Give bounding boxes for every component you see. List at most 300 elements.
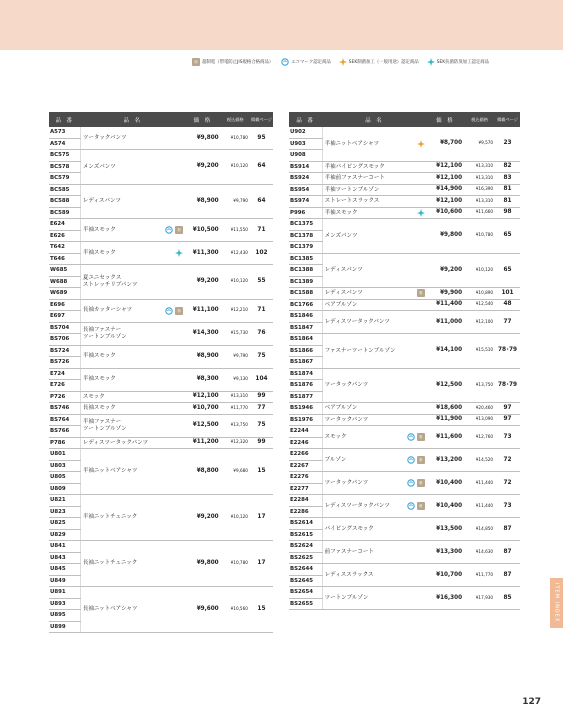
item-name-cell [80,403,185,415]
item-name-cell [322,288,427,300]
item-code: BC585 [49,184,80,196]
seido-badge-icon: 制 [417,479,425,487]
item-name-cell [322,368,427,403]
item-icons [417,140,425,148]
item-code: U903 [289,138,322,150]
item-code: BC575 [49,150,80,162]
table-row [289,403,520,415]
item-code: U823 [49,506,80,518]
sek-kokin-icon [417,209,425,217]
top-color-band [0,0,563,50]
item-page: 71 [250,299,273,322]
item-page: 85 [495,587,520,610]
item-code: BS2615 [289,529,322,541]
item-index-side-tab[interactable]: ITEM INDEX [550,578,563,628]
item-price: ¥11,300 [185,242,221,265]
item-name-cell [80,449,185,495]
item-code: BC1375 [289,219,322,231]
item-page: 77 [495,311,520,334]
item-code: BS706 [49,334,80,346]
item-price: ¥9,800 [185,541,221,587]
legend-label: SEK抗菌防臭加工認定商品 [436,60,490,65]
item-name-cell [80,437,185,449]
ecomark-icon [407,479,415,487]
table-row [289,334,520,346]
item-code: BS2655 [289,598,322,610]
item-price: ¥9,200 [185,495,221,541]
item-icons [407,479,425,487]
item-page: 23 [495,127,520,161]
item-code: BS2614 [289,518,322,530]
item-code: U908 [289,150,322,162]
item-code: BS2624 [289,541,322,553]
item-page: 64 [250,184,273,219]
item-index-table-right [289,112,520,610]
item-code: BS1867 [289,357,322,369]
item-page: 87 [495,518,520,541]
item-code: U845 [49,564,80,576]
item-page: 99 [250,437,273,449]
table-row [289,253,520,265]
item-name: パイピングスモック [324,525,374,532]
item-code: A574 [49,138,80,150]
item-code: E696 [49,299,80,311]
item-page: 87 [495,564,520,587]
item-name: メンズパンツ [82,163,116,170]
item-code: BS1847 [289,322,322,334]
item-page: 82 [495,161,520,173]
table-row [289,518,520,530]
item-price: ¥11,900 [427,414,464,426]
item-name: ツータックパンツ [82,134,127,141]
item-price: ¥10,700 [427,564,464,587]
item-page: 71 [250,219,273,242]
item-code: U801 [49,449,80,461]
item-tax-price: ¥10,780 [221,127,250,150]
item-price: ¥10,500 [185,219,221,242]
item-price: ¥9,600 [185,587,221,633]
header-tax: 税込価格 [221,112,250,127]
item-name: ツートンブルゾン [324,594,369,601]
item-tax-price: ¥12,760 [464,426,495,449]
item-code: E2267 [289,460,322,472]
item-tax-price: ¥10,120 [221,150,250,185]
ecomark-icon [407,456,415,464]
item-tax-price: ¥12,320 [221,437,250,449]
item-price: ¥16,300 [427,587,464,610]
item-name-cell [322,472,427,495]
item-code: P726 [49,391,80,403]
item-price: ¥13,300 [427,541,464,564]
item-code: BC579 [49,173,80,185]
item-code: U825 [49,518,80,530]
item-tax-price: ¥12,430 [221,242,250,265]
item-code: BS924 [289,173,322,185]
item-name-cell [322,426,427,449]
table-row [49,219,273,231]
item-page: 65 [495,253,520,288]
table-row [49,403,273,415]
item-tax-price: ¥10,890 [464,288,495,300]
item-code: U893 [49,598,80,610]
seido-badge-icon: 制 [417,502,425,510]
item-code: T646 [49,253,80,265]
table-row [289,219,520,231]
item-code: E2277 [289,483,322,495]
legend-item-sek-ippan [339,58,419,66]
item-name-cell [322,541,427,564]
item-name-cell [80,265,185,300]
item-price: ¥12,100 [427,173,464,185]
item-name: ツータックパンツ [324,416,369,423]
item-tax-price: ¥10,120 [464,253,495,288]
item-page: 15 [250,587,273,633]
item-tax-price: ¥10,780 [464,219,495,254]
item-tax-price: ¥14,630 [464,541,495,564]
item-page: 97 [495,403,520,415]
item-name: 長袖ニットチュニック [82,560,138,567]
header-code: 品 番 [289,112,322,127]
table-row [289,161,520,173]
item-tax-price: ¥13,310 [464,161,495,173]
item-code: W689 [49,288,80,300]
item-code: BS726 [49,357,80,369]
item-page: 75 [250,414,273,437]
item-code: BS1874 [289,368,322,380]
item-page: 81 [495,196,520,208]
header-name: 品 名 [322,112,427,127]
icon-legend [192,58,489,66]
legend-label: SEK制菌加工（一般用途）認定商品 [348,60,419,65]
item-tax-price: ¥13,750 [464,368,495,403]
item-tax-price: ¥15,730 [221,322,250,345]
item-name: 長袖ニットベアシャツ [82,606,138,613]
table-row [289,173,520,185]
item-name-cell [322,518,427,541]
item-name: レディスパンツ [324,290,363,297]
item-price: ¥9,200 [185,265,221,300]
item-code: E2246 [289,437,322,449]
item-name: 半袖ファスナー ツートンブルゾン [82,419,127,432]
item-icons [407,502,425,510]
item-code: BS954 [289,184,322,196]
table-row [49,541,273,553]
item-page: 65 [495,219,520,254]
item-price: ¥9,200 [185,150,221,185]
item-price: ¥12,100 [427,196,464,208]
item-name: 半袖スモック [82,226,116,233]
item-code: E2276 [289,472,322,484]
item-price: ¥12,100 [185,391,221,403]
item-name: 長袖カッターシャツ [82,307,133,314]
item-code: BS1846 [289,311,322,323]
item-index-table-left [49,112,273,633]
item-price: ¥8,800 [185,449,221,495]
item-name: ブルゾン [324,456,347,463]
item-code: E2244 [289,426,322,438]
item-name-cell [322,253,427,288]
item-name: レディスツータックパンツ [82,439,149,446]
item-tax-price: ¥20,460 [464,403,495,415]
item-code: E697 [49,311,80,323]
table-row [49,437,273,449]
item-code: BS704 [49,322,80,334]
item-price: ¥9,200 [427,253,464,288]
table-row [289,311,520,323]
item-price: ¥14,300 [185,322,221,345]
item-tax-price: ¥10,780 [221,541,250,587]
table-row [49,265,273,277]
item-code: P996 [289,207,322,219]
item-price: ¥8,300 [185,368,221,391]
legend-item-seido [192,58,273,66]
item-code: W688 [49,276,80,288]
item-name: 夏ユニセックス ストレッチリブパンツ [82,275,138,288]
header-tax: 税込価格 [464,112,495,127]
item-code: BC1588 [289,288,322,300]
header-page: 掲載ページ [250,112,273,127]
item-name: ベアブルゾン [324,405,358,412]
item-code: U805 [49,472,80,484]
seido-badge-icon: 制 [417,433,425,441]
header-price: 価 格 [185,112,221,127]
item-name-cell [80,150,185,185]
item-page: 17 [250,495,273,541]
item-page: 104 [250,368,273,391]
item-tax-price: ¥10,560 [221,587,250,633]
item-code: BS974 [289,196,322,208]
item-code: U809 [49,483,80,495]
item-name-cell [80,345,185,368]
item-price: ¥8,900 [185,184,221,219]
item-name-cell [80,495,185,541]
item-icons [165,307,183,315]
item-code: BS764 [49,414,80,426]
table-row [49,184,273,196]
item-code: BS2644 [289,564,322,576]
table-row [289,184,520,196]
table-row [289,564,520,576]
item-icons [417,289,425,297]
table-row [49,368,273,380]
item-name: ストレートスラックス [324,198,380,205]
table-row [49,449,273,461]
item-page: 95 [250,127,273,150]
item-name-cell [80,184,185,219]
item-page: 83 [495,173,520,185]
table-row [49,150,273,162]
item-name-cell [322,184,427,196]
header-name: 品 名 [80,112,185,127]
item-price: ¥9,800 [427,219,464,254]
table-row [289,449,520,461]
item-page: 78･79 [495,368,520,403]
item-price: ¥11,600 [427,426,464,449]
table-row [289,587,520,599]
item-code: BC1379 [289,242,322,254]
item-tax-price: ¥14,520 [464,449,495,472]
header-page: 掲載ページ [495,112,520,127]
item-code: BS1976 [289,414,322,426]
table-row [49,299,273,311]
item-tax-price: ¥9,130 [221,368,250,391]
item-name: ツータックパンツ [324,382,369,389]
item-price: ¥10,400 [427,495,464,518]
item-tax-price: ¥16,390 [464,184,495,196]
item-name-cell [80,242,185,265]
item-code: BC578 [49,161,80,173]
item-name: スモック [82,393,105,400]
item-name: 半袖前ファスナーコート [324,175,385,182]
item-tax-price: ¥9,570 [464,127,495,161]
item-name-cell [80,322,185,345]
item-price: ¥14,900 [427,184,464,196]
item-price: ¥12,500 [427,368,464,403]
sek-kokin-icon [175,249,183,257]
item-code: BS2654 [289,587,322,599]
item-tax-price: ¥10,120 [221,265,250,300]
item-page: 81 [495,184,520,196]
item-name-cell [322,299,427,311]
item-code: T642 [49,242,80,254]
item-page: 55 [250,265,273,300]
item-name-cell [322,334,427,369]
item-tax-price: ¥14,850 [464,518,495,541]
item-price: ¥9,800 [185,127,221,150]
item-name-cell [322,587,427,610]
ecomark-icon [407,502,415,510]
item-price: ¥10,700 [185,403,221,415]
item-price: ¥11,000 [427,311,464,334]
item-price: ¥8,900 [185,345,221,368]
seido-badge-icon: 制 [417,456,425,464]
item-name: メンズパンツ [324,232,358,239]
item-tax-price: ¥11,770 [221,403,250,415]
item-name-cell [80,219,185,242]
sek-ippan-icon [417,140,425,148]
legend-item-sek-kokin [427,58,489,66]
item-name-cell [322,173,427,185]
item-name: ベアブルゾン [324,301,358,308]
item-code: BS724 [49,345,80,357]
item-icons [407,456,425,464]
item-code: BS914 [289,161,322,173]
item-name: 半袖ツートンブルゾン [324,186,380,193]
item-page: 64 [250,150,273,185]
item-name: 半袖ニットベアシャツ [82,468,138,475]
legend-label: 超制電（帯電防止JIS規格合格商品） [202,60,274,65]
item-name: 半袖スモック [82,376,116,383]
item-price: ¥8,700 [427,127,464,161]
item-tax-price: ¥13,090 [464,414,495,426]
item-code: BS746 [49,403,80,415]
seido-badge-icon: 制 [175,226,183,234]
item-code: E2266 [289,449,322,461]
item-code: BS2625 [289,552,322,564]
item-code: BS1866 [289,345,322,357]
item-page: 99 [250,391,273,403]
table-row [49,345,273,357]
item-tax-price: ¥9,790 [221,345,250,368]
table-row [289,207,520,219]
item-code: U849 [49,575,80,587]
ecomark-icon [165,307,173,315]
item-code: BS1864 [289,334,322,346]
table-header-row [289,112,520,127]
item-name-cell [322,161,427,173]
item-name-cell [322,414,427,426]
item-price: ¥10,600 [427,207,464,219]
item-page: 77 [250,403,273,415]
table-row [49,495,273,507]
item-page: 72 [495,449,520,472]
item-code: BC1385 [289,253,322,265]
item-name-cell [80,541,185,587]
item-code: U895 [49,610,80,622]
item-price: ¥9,900 [427,288,464,300]
sek-ippan-icon [339,58,347,66]
item-name-cell [322,311,427,334]
item-code: E724 [49,368,80,380]
item-code: BS1877 [289,391,322,403]
item-name: スモック [324,433,347,440]
header-price: 価 格 [427,112,464,127]
item-price: ¥12,100 [427,161,464,173]
item-code: U841 [49,541,80,553]
table-row [289,127,520,138]
item-price: ¥11,200 [185,437,221,449]
item-icons [417,209,425,217]
item-name: 長袖スモック [82,405,116,412]
item-page: 78･79 [495,334,520,369]
item-code: BC1388 [289,265,322,277]
item-icons [165,226,183,234]
ecomark-icon [165,226,173,234]
item-page: 15 [250,449,273,495]
header-code: 品 番 [49,112,80,127]
table-row [289,288,520,300]
item-price: ¥10,400 [427,472,464,495]
item-price: ¥13,200 [427,449,464,472]
item-code: E624 [49,219,80,231]
item-icons [407,433,425,441]
item-name: 半袖スモック [324,209,358,216]
item-page: 17 [250,541,273,587]
item-price: ¥11,400 [427,299,464,311]
table-row [289,196,520,208]
item-tax-price: ¥12,210 [221,299,250,322]
table-row [49,322,273,334]
item-tax-price: ¥17,930 [464,587,495,610]
item-name-cell [80,368,185,391]
item-tax-price: ¥12,540 [464,299,495,311]
item-page: 48 [495,299,520,311]
item-code: BS2645 [289,575,322,587]
item-name: ツータックパンツ [324,479,369,486]
item-name: 半袖ニットチュニック [82,514,138,521]
item-code: P786 [49,437,80,449]
item-tax-price: ¥9,680 [221,449,250,495]
item-name-cell [80,414,185,437]
item-name: 前ファスナーコート [324,548,374,555]
legend-item-ecomark [281,58,331,66]
item-name: レディスパンツ [324,267,363,274]
ecomark-icon [281,58,289,66]
table-row [49,127,273,138]
item-tax-price: ¥13,310 [464,196,495,208]
item-code: E626 [49,230,80,242]
legend-label: エコマーク認定商品 [291,60,331,65]
